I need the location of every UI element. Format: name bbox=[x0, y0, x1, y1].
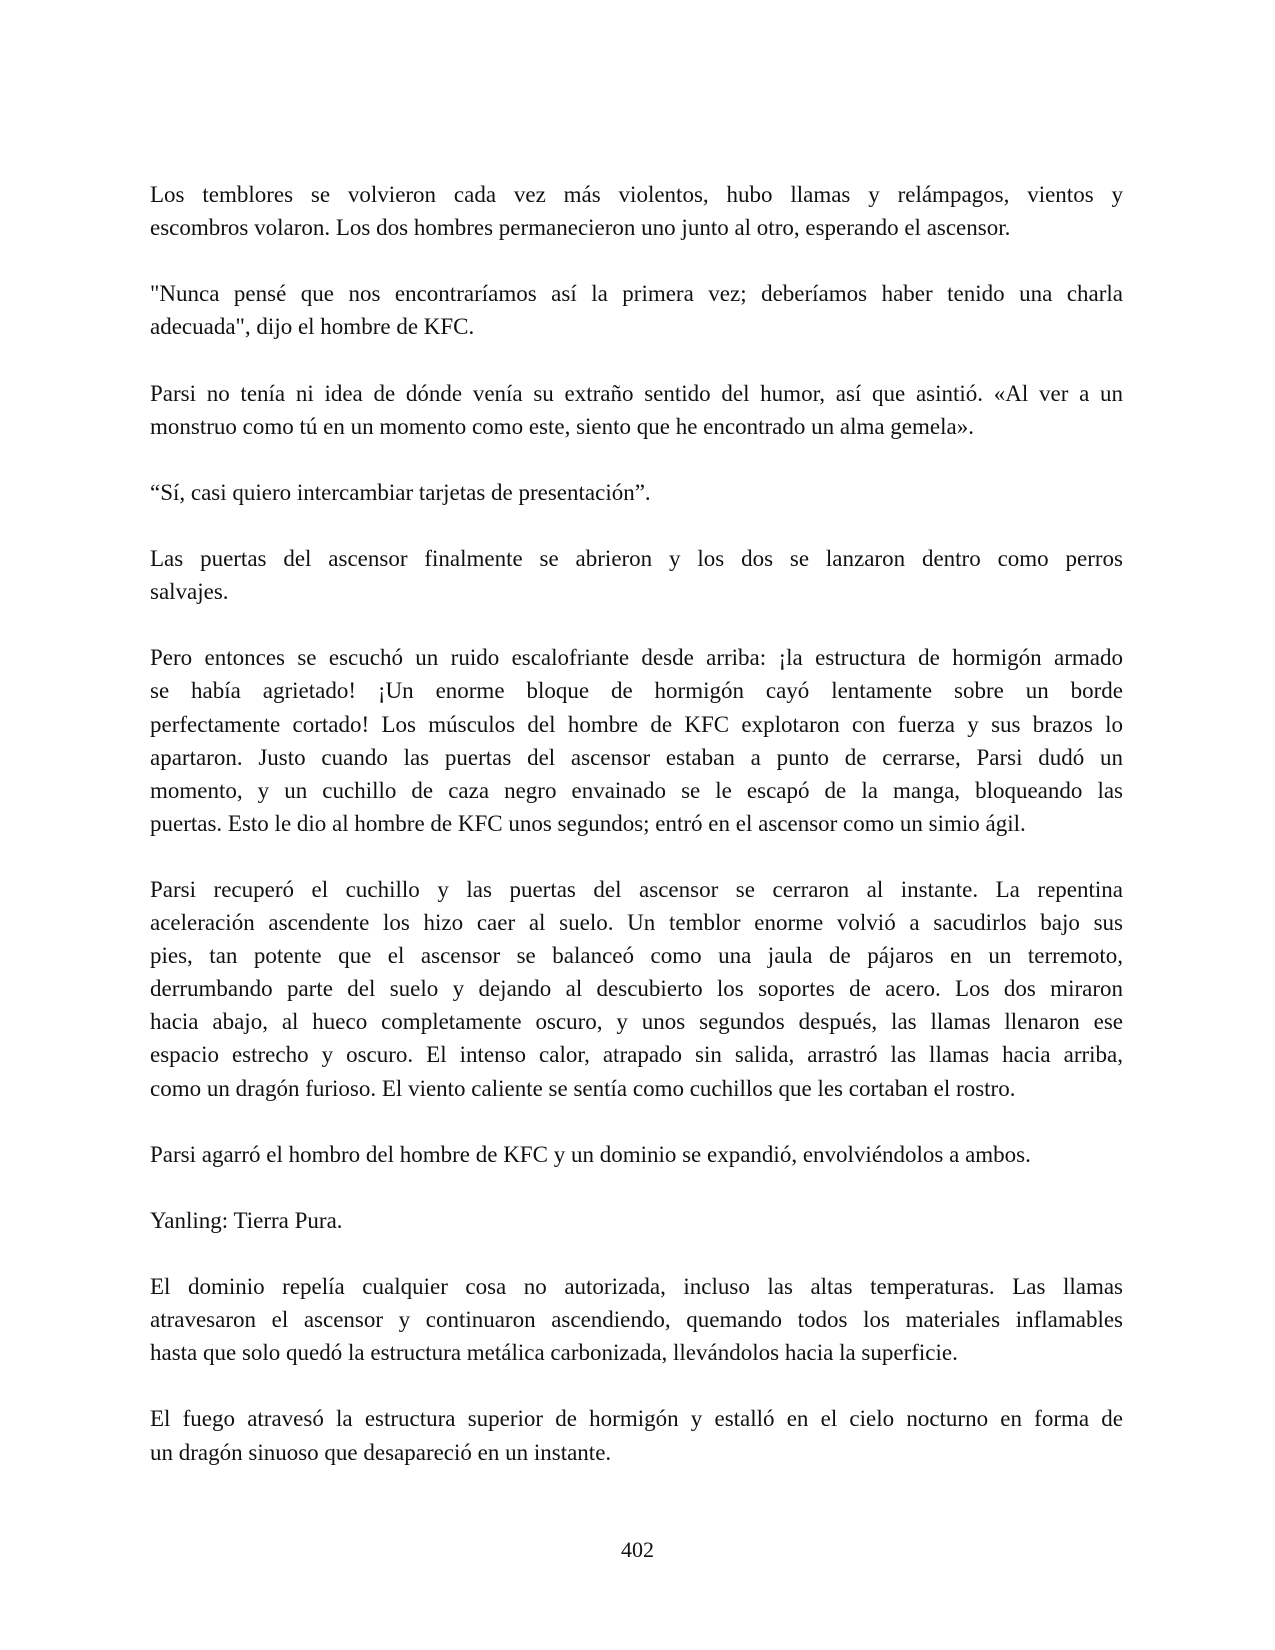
text-line: un dragón sinuoso que desapareció en un instante. bbox=[150, 1439, 612, 1465]
text-line: espacio estrecho y oscuro. El intenso calor, atrapado sin salida, arrastró las llamas hacia arriba, bbox=[150, 1042, 1123, 1068]
text-line: hasta que solo quedó la estructura metálica carbonizada, llevándolos hacia la superficie. bbox=[150, 1340, 958, 1366]
text-line: escombros volaron. Los dos hombres permanecieron uno junto al otro, esperando el ascensor. bbox=[150, 215, 1011, 241]
text-line: Parsi no tenía ni idea de dónde venía su extraño sentido del humor, así que asintió. «Al ver a un bbox=[150, 380, 1123, 406]
text-line: aceleración ascendente los hizo caer al suelo. Un temblor enorme volvió a sacudirlos bajo sus bbox=[150, 910, 1123, 936]
paragraph-10 bbox=[150, 1270, 1123, 1369]
text-line: El dominio repelía cualquier cosa no autorizada, incluso las altas temperaturas. Las llamas bbox=[150, 1274, 1123, 1300]
text-line: atravesaron el ascensor y continuaron ascendiendo, quemando todos los materiales inflamables bbox=[150, 1307, 1123, 1333]
text-line: derrumbando parte del suelo y dejando al descubierto los soportes de acero. Los dos miraron bbox=[150, 976, 1123, 1002]
text-line: hacia abajo, al hueco completamente oscuro, y unos segundos después, las llamas llenaron ese bbox=[150, 1009, 1123, 1035]
text-line: puertas. Esto le dio al hombre de KFC unos segundos; entró en el ascensor como un simio ágil. bbox=[150, 810, 1026, 836]
paragraph-7 bbox=[150, 873, 1123, 1105]
text-line: monstruo como tú en un momento como este, siento que he encontrado un alma gemela». bbox=[150, 413, 974, 439]
text-line: Yanling: Tierra Pura. bbox=[150, 1207, 343, 1233]
text-line: "Nunca pensé que nos encontraríamos así la primera vez; deberíamos haber tenido una charla bbox=[150, 281, 1123, 307]
paragraph-9 bbox=[150, 1204, 1123, 1237]
page-number: 402 bbox=[621, 1537, 654, 1562]
text-line: Las puertas del ascensor finalmente se abrieron y los dos se lanzaron dentro como perros bbox=[150, 546, 1123, 572]
paragraph-2 bbox=[150, 277, 1123, 343]
text-line: adecuada", dijo el hombre de KFC. bbox=[150, 314, 475, 340]
text-line: momento, y un cuchillo de caza negro envainado se le escapó de la manga, bloqueando las bbox=[150, 777, 1123, 803]
paragraph-1 bbox=[150, 178, 1123, 244]
paragraph-6 bbox=[150, 641, 1123, 840]
text-line: “Sí, casi quiero intercambiar tarjetas de presentación”. bbox=[150, 479, 651, 505]
text-line: Parsi recuperó el cuchillo y las puertas del ascensor se cerraron al instante. La repentina bbox=[150, 876, 1123, 902]
text-line: apartaron. Justo cuando las puertas del ascensor estaban a punto de cerrarse, Parsi dudó un bbox=[150, 744, 1123, 770]
paragraph-4 bbox=[150, 476, 1123, 509]
text-line: Parsi agarró el hombro del hombre de KFC y un dominio se expandió, envolviéndolos a ambos. bbox=[150, 1141, 1031, 1167]
text-line: Los temblores se volvieron cada vez más violentos, hubo llamas y relámpagos, vientos y bbox=[150, 182, 1123, 207]
paragraph-8 bbox=[150, 1138, 1123, 1171]
text-line: Pero entonces se escuchó un ruido escalofriante desde arriba: ¡la estructura de hormigón armado bbox=[150, 645, 1123, 671]
paragraph-3 bbox=[150, 377, 1123, 443]
text-line: salvajes. bbox=[150, 579, 229, 605]
body-text bbox=[150, 178, 1123, 1502]
paragraph-11 bbox=[150, 1402, 1123, 1468]
paragraph-5 bbox=[150, 542, 1123, 608]
text-line: perfectamente cortado! Los músculos del hombre de KFC explotaron con fuerza y sus brazos lo bbox=[150, 711, 1123, 737]
text-line: pies, tan potente que el ascensor se balanceó como una jaula de pájaros en un terremoto, bbox=[150, 943, 1123, 969]
text-line: como un dragón furioso. El viento caliente se sentía como cuchillos que les cortaban el rostro. bbox=[150, 1075, 1016, 1101]
text-line: se había agrietado! ¡Un enorme bloque de hormigón cayó lentamente sobre un borde bbox=[150, 678, 1123, 704]
text-line: El fuego atravesó la estructura superior de hormigón y estalló en el cielo nocturno en forma de bbox=[150, 1406, 1123, 1432]
